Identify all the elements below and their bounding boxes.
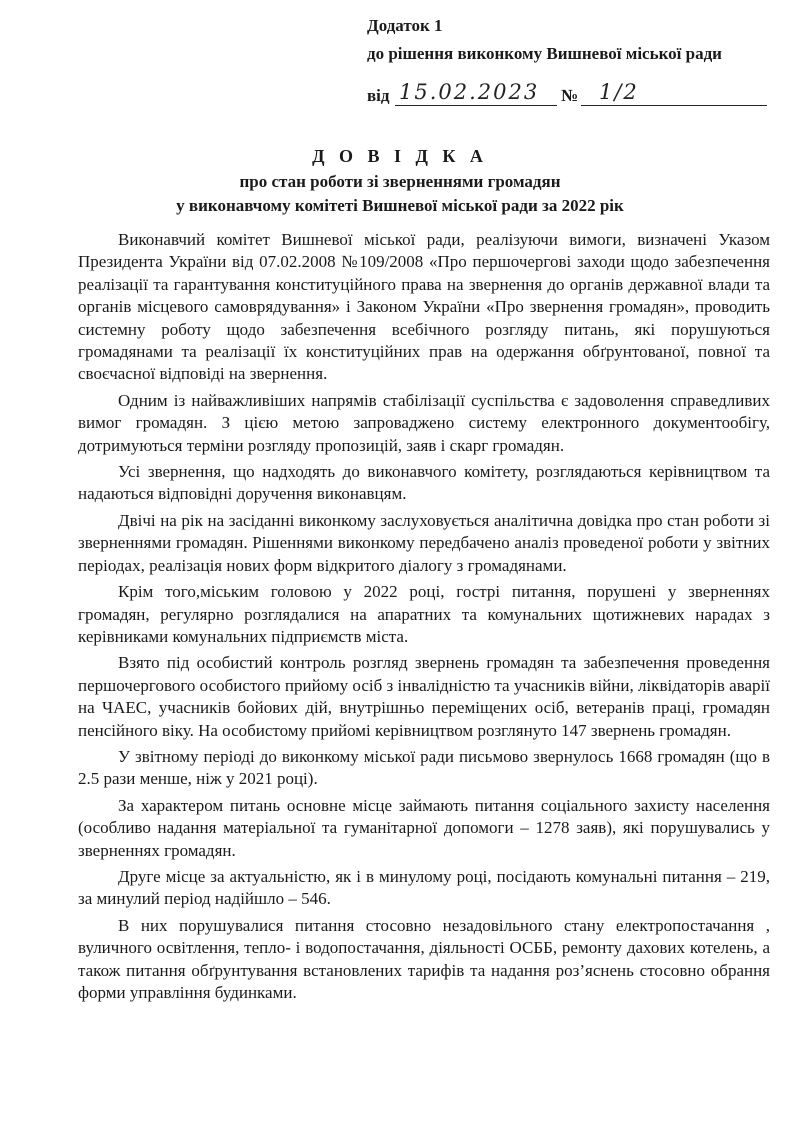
paragraph: Двічі на рік на засіданні виконкому заслуховується аналітична довідка про стан роботи зі зверненнями громадян. Рішеннями виконкому передбачено аналіз проведеної роботи у звітних періодах, реалізація нових форм відкритого діалогу з громадянами.	[78, 510, 770, 575]
number-underline	[581, 105, 767, 106]
addendum-subtitle: до рішення виконкому Вишневої міської ради	[367, 44, 722, 63]
paragraph: Друге місце за актуальністю, як і в минулому році, посідають комунальні питання – 219, за минулий період надійшло – 546.	[78, 866, 770, 909]
paragraph: За характером питань основне місце займають питання соціального захисту населення (особливо надання матеріальної та гуманітарної допомоги – 1278 заяв), які порушувались у зверненнях громадян.	[78, 795, 770, 860]
paragraph: Взято під особистий контроль розгляд звернень громадян та забезпечення проведення першочергового особистого прийому осіб з інвалідністю та учасників війни, ліквідаторів аварії на ЧАЕС, учасників бойових дій, внутрішньо переміщених осіб, ветеранів праці, громадян пенсійного віку. На особистому прийомі керівництвом розглянуто 147 звернень громадян.	[78, 653, 770, 740]
addendum-block	[367, 12, 722, 68]
paragraph: Одним із найважливіших напрямів стабілізації суспільства є задоволення справедливих вимог громадян. З цією метою запроваджено систему електронного документообігу, дотримуються терміни розгляду пропозицій, заяв і скарг громадян.	[78, 390, 770, 455]
document-body	[78, 229, 770, 1008]
paragraph: В них порушувалися питання стосовно незадовільного стану електропостачання , вуличного освітлення, тепло- і водопостачання, діяльності ОСББ, ремонту дахових котелень, а також питання обґрунтування встановлених тарифів та надання роз’яснень стосовно обрання форми управління будинками.	[78, 915, 770, 1002]
document-subtitle-1: про стан роботи зі зверненнями громадян	[239, 172, 561, 191]
paragraph: Виконавчий комітет Вишневої міської ради, реалізуючи вимоги, визначені Указом Президента України від 07.02.2008 №109/2008 «Про першочергові заходи щодо забезпечення реалізації та гарантування конституційного права на звернення до органів державної влади та органів місцевого самоврядування» і Законом України «Про звернення громадян», проводить системну роботу щодо забезпечення всебічного розгляду питань, які порушуються громадянами та реалізації їх конституційних прав на одержання обґрунтованої, повної та своєчасної відповіді на звернення.	[78, 230, 770, 384]
document-title: Д О В І Д К А	[312, 146, 488, 166]
date-label: від	[367, 86, 390, 105]
date-underline	[395, 105, 557, 106]
number-handwritten: 1/2	[599, 80, 639, 104]
document-subtitle-2: у виконавчому комітеті Вишневої міської ради за 2022 рік	[176, 196, 624, 215]
addendum-title: Додаток 1	[367, 16, 443, 35]
number-label: №	[561, 86, 579, 105]
paragraph: Крім того,міським головою у 2022 році, гострі питання, порушені у зверненнях громадян, регулярно розглядалися на апаратних та комунальних щотижневих нарадах з керівниками комунальних підприємств міста.	[78, 582, 770, 646]
decision-reference	[367, 78, 767, 108]
date-handwritten: 15.02.2023	[399, 80, 540, 104]
paragraph: У звітному періоді до виконкому міської ради письмово звернулось 1668 громадян (що в 2.5 рази менше, ніж у 2021 році).	[78, 746, 770, 789]
paragraph: Усі звернення, що надходять до виконавчого комітету, розглядаються керівництвом та надаються відповідні доручення виконавцям.	[78, 462, 770, 504]
